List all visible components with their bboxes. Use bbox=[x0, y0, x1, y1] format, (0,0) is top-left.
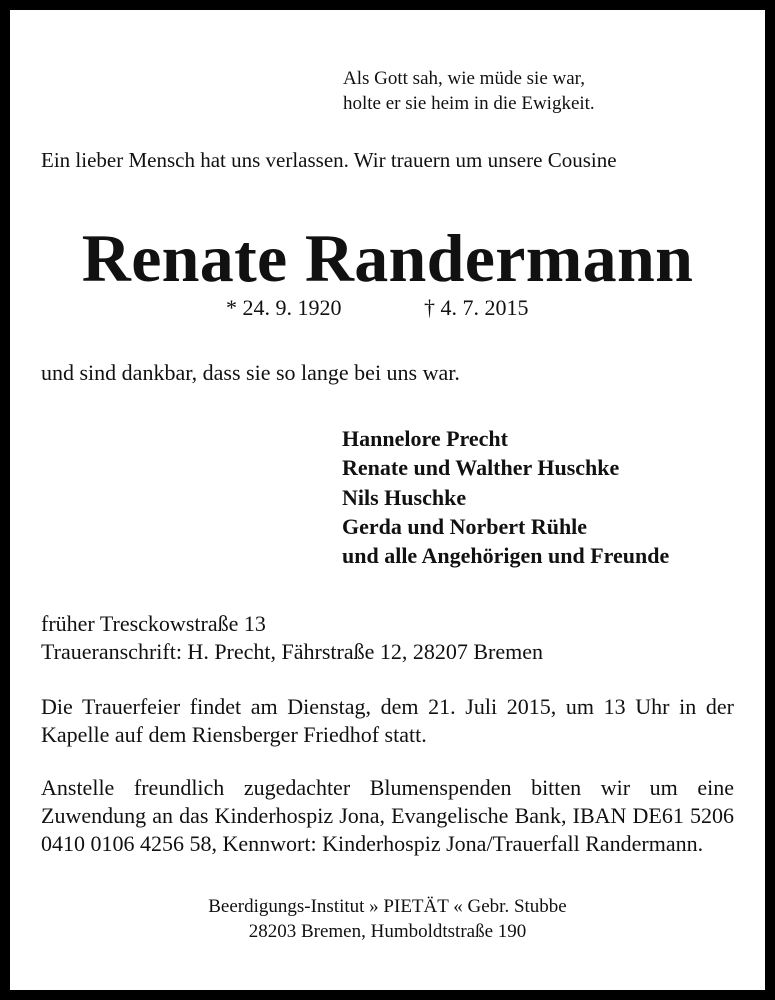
motto-verse bbox=[343, 66, 595, 116]
donation-info: Anstelle freundlich zugedachter Blumenspenden bitten wir um eine Zuwendung an das Kinderhospiz Jona, Evangelische Bank, IBAN DE61 5206 0410 0106 4256 58, Kennwort: Kinderhospiz Jona/Trauerfall Randermann. bbox=[41, 775, 734, 856]
death-date: † 4. 7. 2015 bbox=[424, 295, 529, 320]
birth-date: * 24. 9. 1920 bbox=[226, 295, 342, 320]
former-address: früher Tresckowstraße 13 bbox=[41, 611, 266, 636]
mourner-1: Hannelore Precht bbox=[342, 426, 508, 451]
intro-text: Ein lieber Mensch hat uns verlassen. Wir trauern um unsere Cousine bbox=[41, 148, 617, 172]
mourner-2: Renate und Walther Huschke bbox=[342, 455, 620, 481]
deceased-name: Renate Randermann bbox=[81, 220, 694, 296]
undertaker-info bbox=[10, 894, 765, 944]
motto-line-2: holte er sie heim in die Ewigkeit. bbox=[343, 93, 595, 114]
mourner-4: Gerda und Norbert Rühle bbox=[342, 513, 588, 539]
funeral-info: Die Trauerfeier findet am Dienstag, dem 21. Juli 2015, um 13 Uhr in der Kapelle auf dem Riensberger Friedhof statt. bbox=[41, 694, 734, 747]
mourner-3: Nils Huschke bbox=[342, 484, 467, 510]
mourning-address: Traueranschrift: H. Precht, Fährstraße 12, 28207 Bremen bbox=[41, 639, 544, 664]
mourners-list bbox=[342, 424, 669, 570]
address-block bbox=[41, 610, 543, 666]
motto-line-1: Als Gott sah, wie müde sie war, bbox=[343, 68, 585, 89]
mourner-5: und alle Angehörigen und Freunde bbox=[342, 543, 670, 569]
undertaker-address: 28203 Bremen, Humboldtstraße 190 bbox=[248, 921, 527, 942]
thanks-text: und sind dankbar, dass sie so lange bei uns war. bbox=[41, 360, 460, 385]
undertaker-name: Beerdigungs-Institut » PIETÄT « Gebr. Stubbe bbox=[208, 896, 567, 917]
